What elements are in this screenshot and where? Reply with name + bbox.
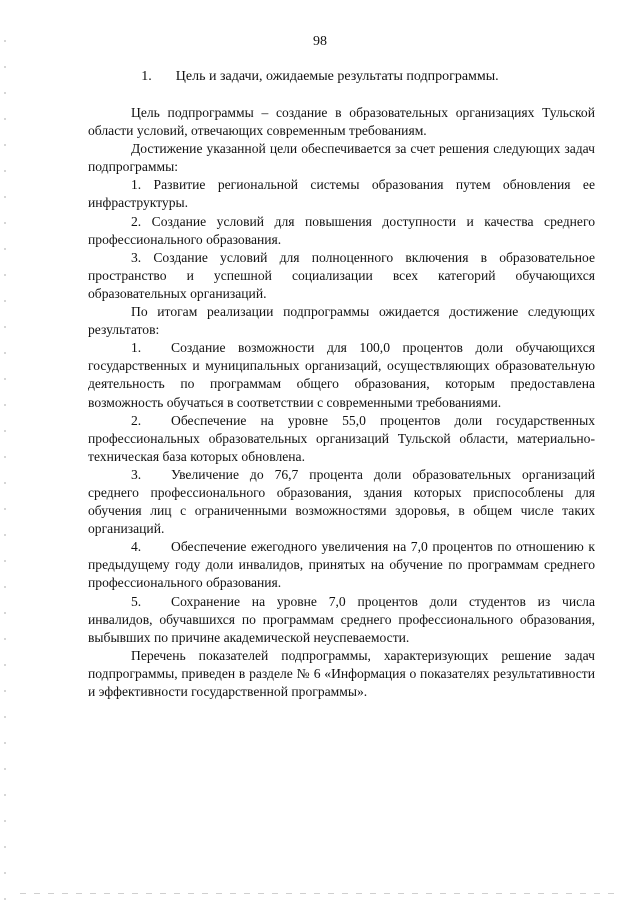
- result-item-1: [88, 339, 595, 411]
- result-item-number: 1.: [131, 340, 142, 356]
- paragraph-goal: Цель подпрограммы – создание в образовательных организациях Тульской области условий, отвечающих современным требованиям.: [88, 105, 595, 139]
- paragraph-tasks-intro: Достижение указанной цели обеспечивается за счет решения следующих задач подпрограммы:: [88, 141, 595, 175]
- paragraph-results-intro: По итогам реализации подпрограммы ожидается достижение следующих результатов:: [88, 304, 595, 338]
- paragraph-task-2: 2. Создание условий для повышения доступности и качества среднего профессионального образования.: [88, 213, 595, 247]
- section-heading-number: 1.: [141, 69, 152, 84]
- section-heading-text: Цель и задачи, ожидаемые результаты подпрограммы.: [175, 69, 499, 84]
- result-item-4: [88, 538, 595, 592]
- result-item-number: 5.: [131, 593, 142, 609]
- result-item-text: Обеспечение на уровне 55,0 процентов доли государственных профессиональных образовательных организаций Тульской области, материально-техническая база которых обновлена.: [88, 412, 595, 464]
- paragraph-task-3: 3. Создание условий для полноценного включения в образовательное пространство и успешной социализации всех категорий обучающихся образовательных организаций.: [88, 249, 595, 301]
- result-item-text: Создание возможности для 100,0 процентов доли обучающихся государственных и муниципальных организаций, осуществляющих образовательную деятельность по программам общего образования, которым предоставлена возможность обучаться в соответствии с современными требованиями.: [88, 340, 595, 410]
- result-item-number: 2.: [131, 412, 142, 428]
- result-item-text: Обеспечение ежегодного увеличения на 7,0 процентов по отношению к предыдущему году доли инвалидов, принятых на обучение по программам среднего профессионального образования.: [88, 539, 595, 591]
- result-item-number: 3.: [131, 466, 142, 482]
- paragraph-closing: Перечень показателей подпрограммы, характеризующих решение задач подпрограммы, приведен в разделе № 6 «Информация о показателях результативности и эффективности государственной программы».: [88, 647, 595, 699]
- result-item-5: [88, 593, 595, 647]
- paragraph-task-1: 1. Развитие региональной системы образования путем обновления ее инфраструктуры.: [88, 177, 595, 211]
- result-item-text: Увеличение до 76,7 процента доли образовательных организаций среднего профессионального образования, здания которых приспособлены для обучения лиц с ограниченными возможностями здоровья, в общем числе таких организаций.: [88, 466, 595, 537]
- result-item-number: 4.: [131, 539, 142, 555]
- result-item-2: [88, 412, 595, 466]
- section-heading: [0, 68, 640, 86]
- page-number: 98: [313, 34, 327, 49]
- scan-edge-artifact: [4, 40, 6, 900]
- document-body: [88, 104, 595, 701]
- result-item-text: Сохранение на уровне 7,0 процентов доли студентов из числа инвалидов, обучавшихся по программам среднего профессионального образования, выбывших по причине академической неуспеваемости.: [88, 593, 595, 645]
- scan-bottom-artifact: [20, 893, 620, 894]
- result-item-3: [88, 466, 595, 538]
